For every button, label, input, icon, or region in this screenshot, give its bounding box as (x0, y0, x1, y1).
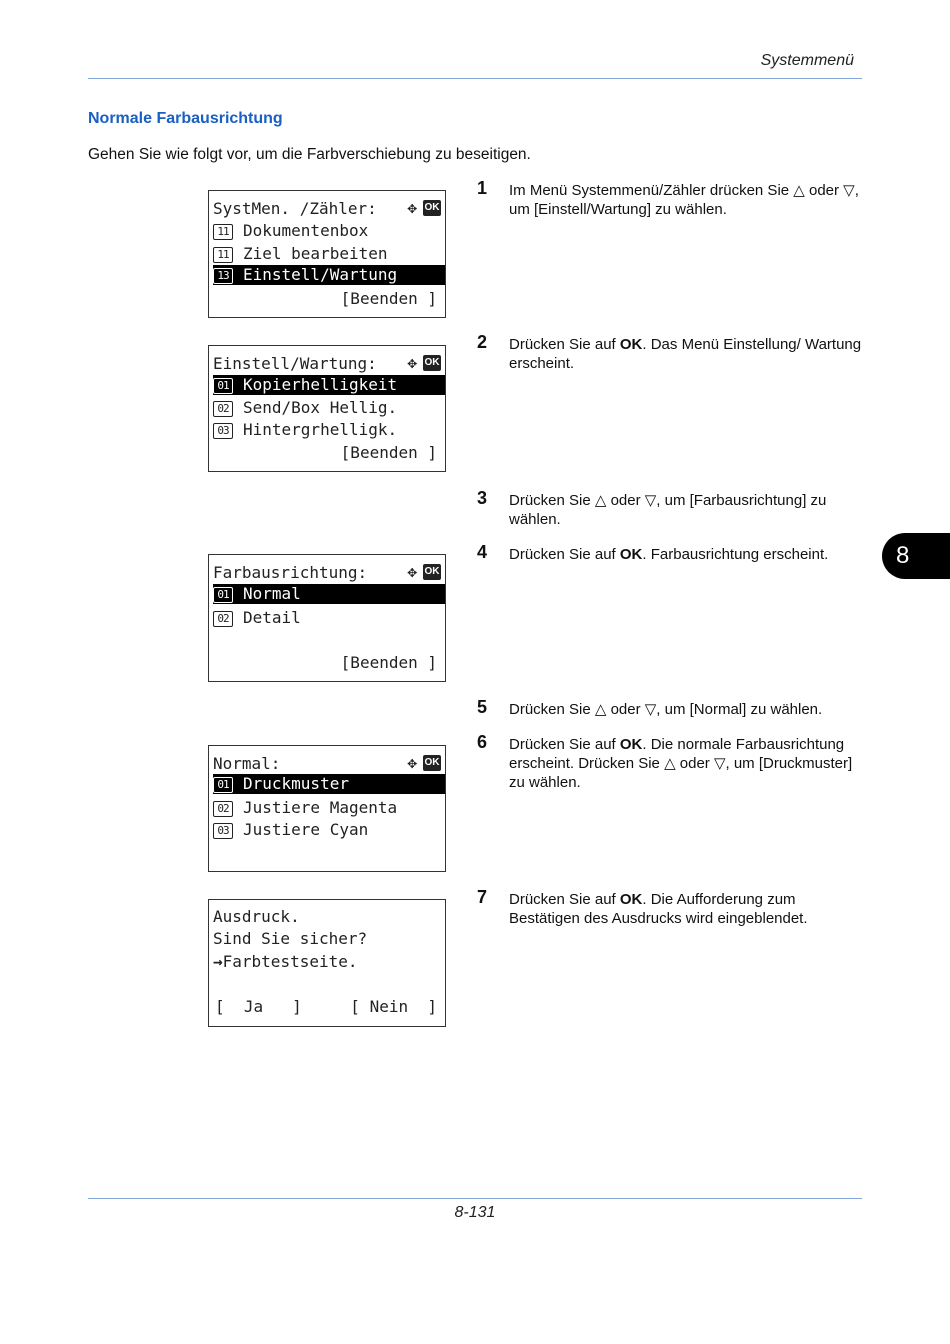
lcd-line (213, 952, 445, 972)
item-number: 11 (213, 224, 233, 240)
lcd-line: Ausdruck. (213, 907, 300, 926)
lcd-title: Normal: (213, 754, 281, 773)
yes-softkey: [ Ja ] (215, 997, 302, 1016)
step-text: Im Menü Systemmenü/Zähler drücken Sie △ oder ▽, um [Einstell/Wartung] zu wählen. (509, 182, 859, 218)
chapter-tab: 8 (882, 533, 950, 579)
item-number: 03 (213, 823, 233, 839)
page-number: 8-131 (454, 1204, 496, 1221)
lcd-line: Sind Sie sicher? (213, 929, 368, 948)
item-label: Hintergrhelligk. (243, 420, 398, 439)
item-number: 01 (213, 378, 233, 394)
lcd-menu-item (213, 398, 445, 418)
ok-key-icon: OK (423, 755, 441, 771)
lcd-nav (407, 354, 441, 372)
lcd-nav (407, 199, 441, 217)
lcd-screen-4 (208, 745, 446, 872)
right-arrow-icon: → (213, 952, 223, 971)
cross-arrows-icon: ✥ (407, 753, 417, 772)
header-rule (88, 78, 862, 79)
item-label: Kopierhelligkeit (243, 375, 398, 394)
lcd-screen-5 (208, 899, 446, 1027)
item-label: Send/Box Hellig. (243, 398, 398, 417)
ok-key-icon: OK (423, 564, 441, 580)
item-label: Detail (243, 608, 301, 627)
step-text: Drücken Sie auf OK. Die Aufforderung zum Bestätigen des Ausdrucks wird eingeblendet. (509, 891, 808, 927)
step-number: 5 (477, 697, 488, 717)
item-label: Dokumentenbox (243, 221, 369, 240)
item-number: 02 (213, 401, 233, 417)
header-title: Systemmenü (760, 52, 854, 69)
item-label: Druckmuster (243, 774, 349, 793)
lcd-menu-item (213, 798, 445, 818)
lcd-menu-item (213, 244, 445, 264)
step-text: Drücken Sie △ oder ▽, um [Normal] zu wählen. (509, 701, 823, 718)
item-number: 01 (213, 587, 233, 603)
lcd-title: SystMen. /Zähler: (213, 199, 377, 218)
lcd-menu-item-selected (213, 584, 445, 604)
step-number: 1 (477, 178, 488, 198)
item-number: 13 (213, 268, 233, 284)
item-number: 03 (213, 423, 233, 439)
lcd-menu-item-selected (213, 774, 445, 794)
lcd-nav (407, 754, 441, 772)
cross-arrows-icon: ✥ (407, 562, 417, 581)
lcd-menu-item (213, 820, 445, 840)
lcd-menu-item (213, 420, 445, 440)
footer-rule (88, 1198, 862, 1199)
lcd-menu-item-selected (213, 265, 445, 285)
ok-key-icon: OK (423, 200, 441, 216)
step-number: 2 (477, 332, 488, 352)
lcd-nav (407, 563, 441, 581)
lcd-title: Farbausrichtung: (213, 563, 368, 582)
step-text: Drücken Sie △ oder ▽, um [Farbausrichtung] zu wählen. (509, 492, 827, 528)
lcd-screen-2 (208, 345, 446, 472)
lcd-screen-1 (208, 190, 446, 318)
cross-arrows-icon: ✥ (407, 353, 417, 372)
step-number: 4 (477, 542, 488, 562)
lcd-menu-item (213, 608, 445, 628)
item-number: 01 (213, 777, 233, 793)
item-label: Normal (243, 584, 301, 603)
lcd-line-text: Farbtestseite. (222, 952, 358, 971)
lcd-screen-3 (208, 554, 446, 682)
ok-key-icon: OK (423, 355, 441, 371)
lcd-menu-item-selected (213, 375, 445, 395)
step-number: 6 (477, 732, 488, 752)
item-number: 11 (213, 247, 233, 263)
lcd-end-softkey: [Beenden ] (340, 443, 437, 462)
no-softkey: [ Nein ] (350, 997, 437, 1016)
cross-arrows-icon: ✥ (407, 198, 417, 217)
item-label: Justiere Cyan (243, 820, 369, 839)
item-number: 02 (213, 611, 233, 627)
step-text: Drücken Sie auf OK. Farbausrichtung erscheint. (509, 546, 829, 563)
intro-text: Gehen Sie wie folgt vor, um die Farbverschiebung zu beseitigen. (88, 146, 531, 163)
step-number: 3 (477, 488, 488, 508)
lcd-end-softkey: [Beenden ] (340, 653, 437, 672)
item-label: Ziel bearbeiten (243, 244, 388, 263)
item-label: Justiere Magenta (243, 798, 398, 817)
lcd-end-softkey: [Beenden ] (340, 289, 437, 308)
step-number: 7 (477, 887, 488, 907)
lcd-title: Einstell/Wartung: (213, 354, 377, 373)
item-label: Einstell/Wartung (243, 265, 398, 284)
section-title: Normale Farbausrichtung (88, 110, 283, 127)
lcd-menu-item (213, 221, 445, 241)
step-text: Drücken Sie auf OK. Die normale Farbausrichtung erscheint. Drücken Sie △ oder ▽, um [Druckmuster] zu wählen. (509, 736, 853, 791)
step-text: Drücken Sie auf OK. Das Menü Einstellung/ Wartung erscheint. (509, 336, 862, 372)
item-number: 02 (213, 801, 233, 817)
